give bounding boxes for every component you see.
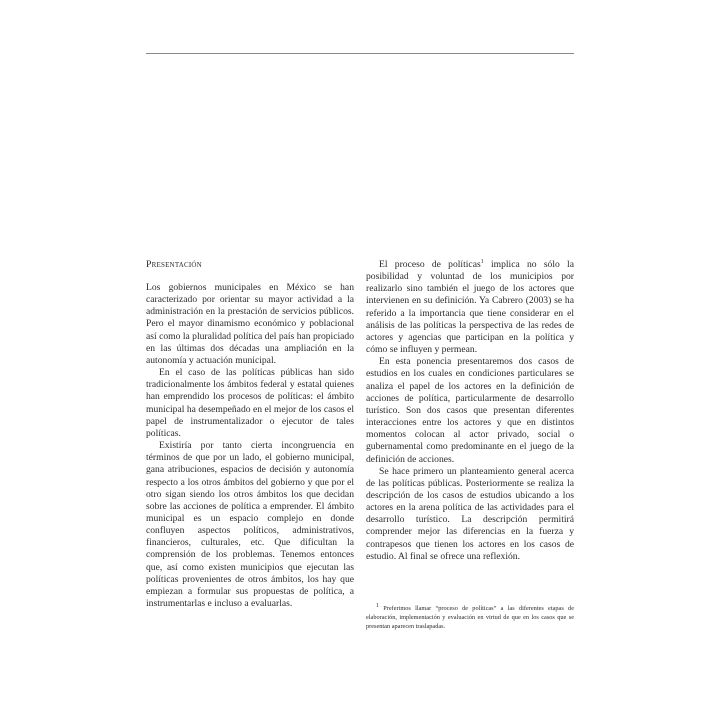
paragraph-text: El proceso de políticas bbox=[379, 259, 481, 270]
paragraph: Se hace primero un planteamiento general acerca de las políticas públicas. Posteriormente se realiza la descripción de los casos de estudios ubicando a los actores en la arena política de las actividades para el desarrollo turístico. La descripción permitirá comprender mejor las diferencias en la fuerza y contrapesos que tienen los actores en los casos de estudio. Al final se ofrece una reflexión. bbox=[366, 465, 574, 562]
paragraph: Los gobiernos municipales en México se han caracterizado por orientar su mayor actividad a la administración en la prestación de servicios públicos. Pero el mayor dinamismo económico y poblacional así como la pluralidad política del país han propiciado en las últimas dos décadas una ampliación en la autonomía y actuación municipal. bbox=[146, 282, 354, 366]
section-heading: Presentación bbox=[146, 259, 202, 270]
left-column bbox=[146, 259, 354, 610]
footnote-reference[interactable]: 1 bbox=[480, 258, 484, 265]
footnote-text: Preferimos llamar “proceso de políticas” a las diferentes etapas de elaboración, implementación y evaluación en virtud de que en los casos que se presentan aparecen traslapadas. bbox=[366, 605, 574, 631]
right-column bbox=[366, 259, 574, 563]
header-rule bbox=[146, 53, 574, 54]
paragraph bbox=[366, 259, 574, 356]
paragraph: Existiría por tanto cierta incongruencia en términos de que por un lado, el gobierno municipal, gana atribuciones, espacios de decisión y autonomía respecto a los otros ámbitos del gobierno y que por el otro sigan siendo los otros ámbitos los que decidan sobre las acciones de política a emprender. El ámbito municipal es un espacio complejo en donde confluyen aspectos políticos, administrativos, financieros, culturales, etc. Que dificultan la comprensión de los problemas. Tenemos entonces que, así como existen municipios que ejecutan las políticas provenientes de otros ámbitos, los hay que empiezan a formular sus propuestas de política, a instrumentarlas e incluso a evaluarlas. bbox=[146, 440, 354, 610]
paragraph: En esta ponencia presentaremos dos casos de estudios en los cuales en condiciones particulares se analiza el papel de los actores en la definición de acciones de política, particularmente de desarrollo turístico. Son dos casos que presentan diferentes interacciones entre los actores y que en distintos momentos colocan al actor privado, social o gubernamental como predominante en el juego de la definición de acciones. bbox=[366, 356, 574, 465]
footnote bbox=[366, 604, 574, 632]
paragraph: En el caso de las políticas públicas han sido tradicionalmente los ámbitos federal y estatal quienes han emprendido los procesos de políticas: el ámbito municipal ha desempeñado en el mejor de los casos el papel de instrumentalizador o ejecutor de tales políticas. bbox=[146, 367, 354, 439]
footnote-marker: 1 bbox=[376, 602, 379, 609]
paragraph-text: implica no sólo la posibilidad y voluntad de los municipios por realizarlo sino también el juego de los actores que intervienen en su definición. Ya Cabrero (2003) se ha referido a la importancia que tiene considerar en el análisis de las políticas la perspectiva de las redes de actores y agencias que participan en la política y cómo se influyen y permean. bbox=[366, 259, 574, 356]
